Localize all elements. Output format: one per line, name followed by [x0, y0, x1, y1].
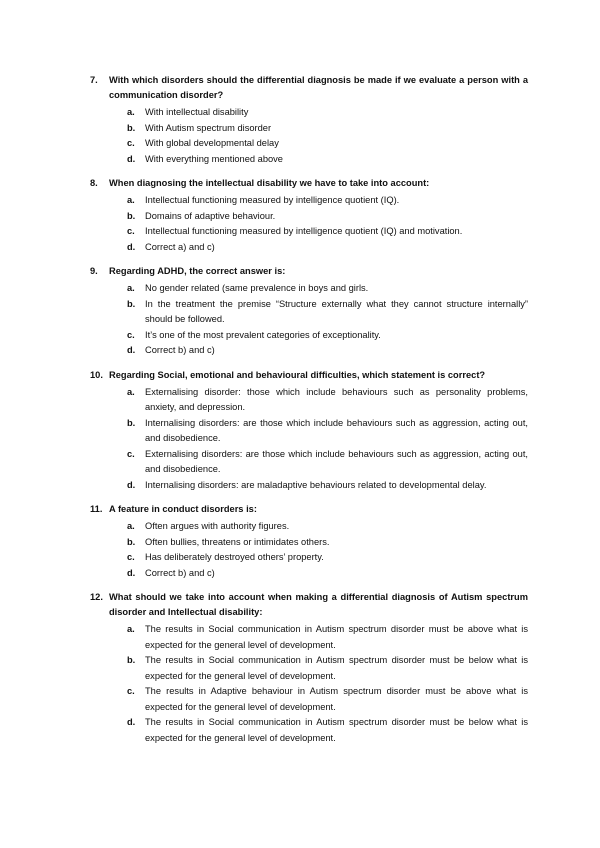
- option-text: Correct b) and c): [145, 567, 215, 578]
- option-text: The results in Adaptive behaviour in Autism spectrum disorder must be above what is expected for the general level of development.: [145, 686, 528, 712]
- option-letter: a.: [127, 624, 135, 634]
- question-text: Regarding ADHD, the correct answer is:: [109, 266, 286, 276]
- option-text: Correct b) and c): [145, 345, 215, 355]
- option-text: Internalising disorders: are maladaptive behaviours related to developmental delay.: [145, 479, 487, 490]
- option-letter: c.: [127, 552, 135, 562]
- answer-option-b: [127, 209, 528, 225]
- answer-option-a: [127, 622, 528, 653]
- option-letter: b.: [127, 655, 136, 665]
- question-number: 9.: [90, 266, 98, 276]
- option-letter: d.: [127, 479, 136, 490]
- answer-option-d: [127, 152, 528, 168]
- answer-option-c: [127, 136, 528, 152]
- option-letter: b.: [127, 417, 136, 428]
- answer-options: [90, 193, 528, 255]
- answer-option-c: [127, 550, 528, 566]
- answer-option-b: [127, 121, 528, 137]
- answer-option-a: [127, 281, 528, 297]
- answer-option-a: [127, 193, 528, 209]
- answer-options: [90, 385, 528, 494]
- option-letter: c.: [127, 686, 135, 696]
- option-letter: d.: [127, 717, 136, 727]
- question-header: [90, 176, 528, 191]
- question-header: [90, 368, 528, 383]
- option-text: Correct a) and c): [145, 241, 215, 252]
- option-text: Domains of adaptive behaviour.: [145, 210, 276, 221]
- option-letter: a.: [127, 386, 135, 397]
- question-11: [90, 502, 528, 581]
- option-text: Often bullies, threatens or intimidates others.: [145, 536, 330, 547]
- answer-option-a: [127, 105, 528, 121]
- answer-option-c: [127, 684, 528, 715]
- option-letter: c.: [127, 226, 135, 236]
- option-letter: d.: [127, 345, 136, 355]
- question-header: [90, 73, 528, 103]
- option-text: Intellectual functioning measured by intelligence quotient (IQ) and motivation.: [145, 226, 463, 236]
- option-letter: d.: [127, 153, 136, 164]
- option-letter: a.: [127, 283, 135, 293]
- answer-option-d: [127, 240, 528, 256]
- answer-option-d: [127, 478, 528, 494]
- answer-options: [90, 622, 528, 746]
- question-text: What should we take into account when making a differential diagnosis of Autism spectrum disorder and Intellectual disability:: [109, 592, 528, 617]
- option-letter: a.: [127, 107, 135, 117]
- question-7: [90, 73, 528, 167]
- option-text: With everything mentioned above: [145, 153, 283, 164]
- question-number: 12.: [90, 592, 103, 602]
- option-text: The results in Social communication in Autism spectrum disorder must be below what is expected for the general level of development.: [145, 655, 528, 681]
- option-text: The results in Social communication in Autism spectrum disorder must be above what is expected for the general level of development.: [145, 624, 528, 650]
- question-8: [90, 176, 528, 255]
- answer-option-b: [127, 416, 528, 447]
- question-number: 8.: [90, 178, 98, 188]
- option-text: Intellectual functioning measured by intelligence quotient (IQ).: [145, 195, 400, 205]
- option-letter: c.: [127, 329, 135, 340]
- option-letter: a.: [127, 521, 135, 531]
- option-text: With global developmental delay: [145, 138, 279, 148]
- answer-options: [90, 281, 528, 359]
- answer-option-d: [127, 566, 528, 582]
- option-letter: c.: [127, 448, 135, 459]
- answer-option-a: [127, 385, 528, 416]
- answer-options: [90, 105, 528, 167]
- option-letter: b.: [127, 536, 136, 547]
- question-header: [90, 590, 528, 620]
- answer-option-c: [127, 224, 528, 240]
- option-letter: d.: [127, 567, 136, 578]
- option-letter: a.: [127, 195, 135, 205]
- question-9: [90, 264, 528, 359]
- option-letter: d.: [127, 241, 136, 252]
- question-12: [90, 590, 528, 746]
- question-header: [90, 502, 528, 517]
- question-10: [90, 368, 528, 494]
- option-letter: b.: [127, 122, 136, 133]
- option-text: It’s one of the most prevalent categories of exceptionality.: [145, 329, 381, 340]
- option-text: In the treatment the premise “Structure externally what they cannot structure internally” should be followed.: [145, 298, 528, 324]
- answer-option-b: [127, 297, 528, 328]
- question-number: 7.: [90, 75, 98, 85]
- answer-option-c: [127, 328, 528, 344]
- option-text: With intellectual disability: [145, 107, 249, 117]
- answer-option-a: [127, 519, 528, 535]
- answer-option-b: [127, 653, 528, 684]
- answer-option-d: [127, 715, 528, 746]
- option-letter: c.: [127, 138, 135, 148]
- option-text: Has deliberately destroyed others’ property.: [145, 552, 324, 562]
- question-text: Regarding Social, emotional and behavioural difficulties, which statement is correct?: [109, 369, 486, 380]
- option-text: Internalising disorders: are those which include behaviours such as aggression, acting out, and disobedience.: [145, 417, 528, 443]
- option-text: The results in Social communication in Autism spectrum disorder must be below what is expected for the general level of development.: [145, 717, 528, 743]
- question-number: 11.: [90, 504, 103, 514]
- question-header: [90, 264, 528, 279]
- answer-option-c: [127, 447, 528, 478]
- option-text: Often argues with authority figures.: [145, 521, 290, 531]
- option-text: Externalising disorder: those which include behaviours such as personality problems, anxiety, and depression.: [145, 386, 528, 412]
- question-text: When diagnosing the intellectual disability we have to take into account:: [109, 178, 430, 188]
- option-text: Externalising disorders: are those which include behaviours such as aggression, acting out, and disobedience.: [145, 448, 528, 474]
- question-number: 10.: [90, 369, 103, 380]
- question-list: [90, 73, 528, 755]
- question-text: With which disorders should the differential diagnosis be made if we evaluate a person with a communication disorder?: [109, 75, 528, 100]
- option-letter: b.: [127, 210, 136, 221]
- option-text: With Autism spectrum disorder: [145, 122, 272, 133]
- option-text: No gender related (same prevalence in boys and girls.: [145, 283, 369, 293]
- answer-option-b: [127, 535, 528, 551]
- option-letter: b.: [127, 298, 136, 309]
- answer-option-d: [127, 343, 528, 359]
- question-text: A feature in conduct disorders is:: [109, 504, 257, 514]
- answer-options: [90, 519, 528, 581]
